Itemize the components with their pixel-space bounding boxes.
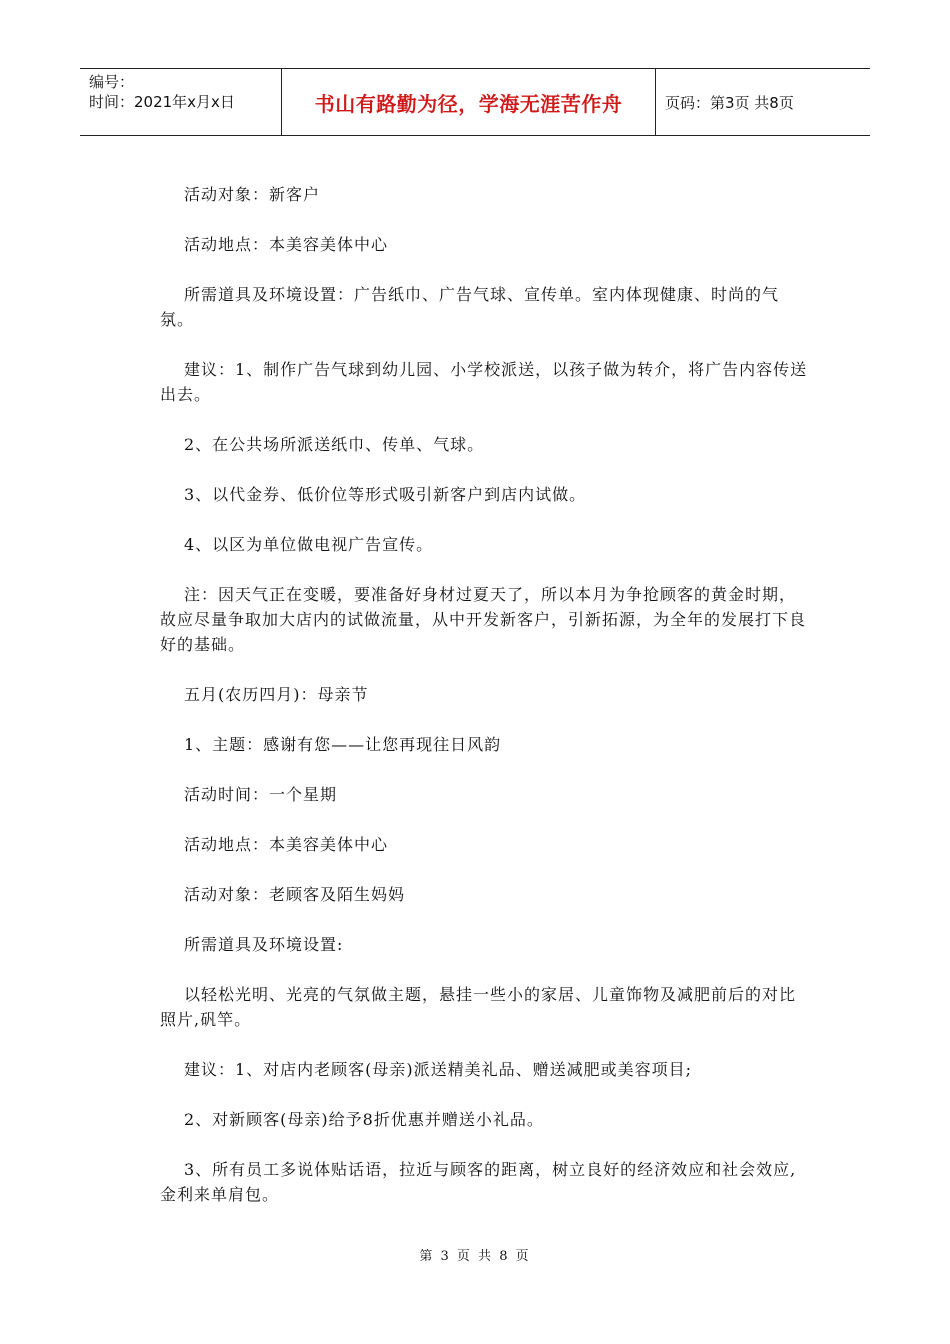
header-motto: 书山有路勤为径，学海无涯苦作舟 bbox=[282, 69, 656, 135]
paragraph: 4、以区为单位做电视广告宣传。 bbox=[184, 535, 434, 554]
document-date: 时间：2021年x月x日 bbox=[89, 93, 235, 111]
paragraph: 注：因天气正在变暖，要准备好身材过夏天了，所以本月为争抢顾客的黄金时期，故应尽量争取加大店内的试做流量，从中开发新客户，引新拓源，为全年的发展打下良好的基础。 bbox=[160, 585, 807, 654]
paragraph: 活动对象：老顾客及陌生妈妈 bbox=[184, 885, 406, 904]
paragraph: 2、对新顾客(母亲)给予8折优惠并赠送小礼品。 bbox=[184, 1110, 544, 1129]
header-page-code: 页码：第3页 共8页 bbox=[665, 93, 794, 112]
document-body bbox=[160, 182, 808, 1232]
header-meta bbox=[80, 69, 282, 135]
paragraph: 五月(农历四月)：母亲节 bbox=[184, 685, 369, 704]
page-header bbox=[80, 68, 870, 136]
paragraph: 3、以代金券、低价位等形式吸引新客户到店内试做。 bbox=[184, 485, 587, 504]
document-number: 编号： bbox=[89, 73, 135, 91]
paragraph: 活动地点：本美容美体中心 bbox=[184, 835, 389, 854]
paragraph: 2、在公共场所派送纸巾、传单、气球。 bbox=[184, 435, 485, 454]
paragraph: 所需道具及环境设置: bbox=[184, 935, 344, 954]
paragraph: 所需道具及环境设置：广告纸巾、广告气球、宣传单。室内体现健康、时尚的气氛。 bbox=[160, 285, 780, 329]
paragraph: 活动时间：一个星期 bbox=[184, 785, 338, 804]
paragraph: 活动对象：新客户 bbox=[184, 185, 321, 204]
page-footer: 第 3 页 共 8 页 bbox=[419, 1249, 531, 1264]
paragraph: 建议：1、制作广告气球到幼儿园、小学校派送，以孩子做为转介，将广告内容传送出去。 bbox=[160, 360, 808, 404]
paragraph: 3、所有员工多说体贴话语，拉近与顾客的距离，树立良好的经济效应和社会效应,金利来单肩包。 bbox=[160, 1160, 797, 1204]
paragraph: 1、主题：感谢有您——让您再现往日风韵 bbox=[184, 735, 502, 754]
paragraph: 建议：1、对店内老顾客(母亲)派送精美礼品、赠送减肥或美容项目; bbox=[184, 1060, 693, 1079]
paragraph: 以轻松光明、光亮的气氛做主题，悬挂一些小的家居、儿童饰物及减肥前后的对比照片,矾竿。 bbox=[160, 985, 797, 1029]
paragraph: 活动地点：本美容美体中心 bbox=[184, 235, 389, 254]
